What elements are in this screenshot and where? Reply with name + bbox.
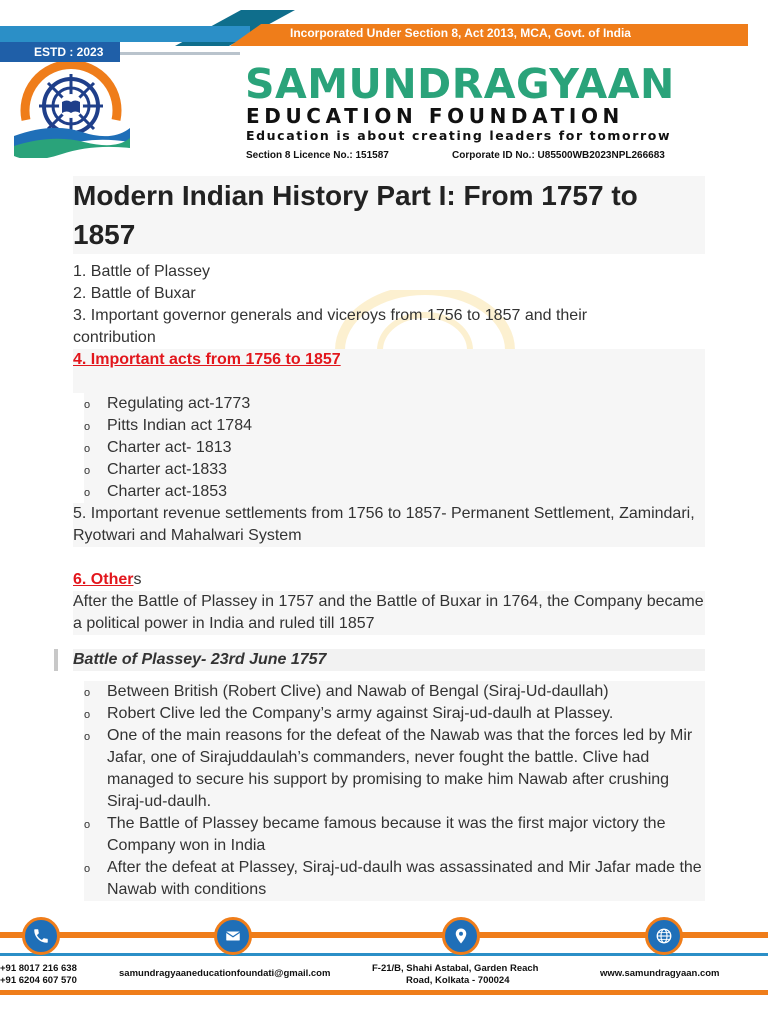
org-tagline: Education is about creating leaders for tomorrow: [246, 128, 672, 143]
globe-icon: [645, 917, 683, 955]
foundation-logo-icon: [12, 62, 132, 158]
header-blue-stripe: [0, 26, 250, 42]
plassey-list: [84, 681, 705, 901]
footer-blue-line: [0, 953, 768, 956]
corporate-id: Corporate ID No.: U85500WB2023NPL266683: [452, 150, 665, 161]
toc-item: 3. Important governor generals and viceroys from 1756 to 1857 and their contribution: [73, 307, 588, 346]
subheading-bar: [54, 649, 58, 671]
revenue-settlements: 5. Important revenue settlements from 1756 to 1857- Permanent Settlement, Zamindari, Ryotwari and Mahalwari System: [73, 503, 705, 547]
toc-item: 2. Battle of Buxar: [73, 285, 196, 302]
list-item: o Robert Clive led the Company’s army against Siraj-ud-daulh at Plassey.: [84, 703, 705, 725]
page-title: Modern Indian History Part I: From 1757 to 1857: [73, 176, 705, 254]
acts-list: [84, 393, 705, 503]
others-heading-row: [73, 569, 141, 591]
website-url: www.samundragyaan.com: [600, 968, 720, 979]
phone-number-2: +91 6204 607 570: [0, 975, 77, 986]
list-item: o Charter act- 1813: [84, 437, 705, 459]
others-heading-tail: s: [133, 571, 142, 588]
list-item: o Between British (Robert Clive) and Nawab of Bengal (Siraj-Ud-daullah): [84, 681, 705, 703]
acts-heading: 4. Important acts from 1756 to 1857: [73, 351, 341, 368]
email-address: samundragyaaneducationfoundati@gmail.com: [119, 968, 331, 979]
toc-item: 1. Battle of Plassey: [73, 263, 210, 280]
list-item: o One of the main reasons for the defeat of the Nawab was that the forces led by Mir Jafar, one of Sirajuddaulah’s commanders, never fought the battle. Clive had managed to secure his support by promising to make him Nawab after crushing Siraj-ud-daulh.: [84, 725, 705, 813]
incorporation-text: Incorporated Under Section 8, Act 2013, MCA, Govt. of India: [290, 26, 631, 40]
address-line-1: F-21/B, Shahi Astabal, Garden Reach: [372, 963, 539, 974]
others-heading: 6. Other: [73, 571, 134, 588]
intro-paragraph: After the Battle of Plassey in 1757 and the Battle of Buxar in 1764, the Company became a political power in India and ruled till 1857: [73, 591, 705, 635]
list-item: o Charter act-1853: [84, 481, 705, 503]
org-subtitle: EDUCATION FOUNDATION: [246, 104, 624, 128]
list-item: o The Battle of Plassey became famous because it was the first major victory the Company won in India: [84, 813, 705, 857]
header-divider: [120, 52, 240, 55]
plassey-heading: Battle of Plassey- 23rd June 1757: [73, 649, 705, 671]
org-name: SAMUNDRAGYAAN: [245, 60, 675, 108]
footer-orange-line-bottom: [0, 990, 768, 995]
list-item: o After the defeat at Plassey, Siraj-ud-daulh was assassinated and Mir Jafar made the Nawab with conditions: [84, 857, 705, 901]
phone-icon: [22, 917, 60, 955]
address-line-2: Road, Kolkata - 700024: [406, 975, 510, 986]
location-pin-icon: [442, 917, 480, 955]
list-item: o Charter act-1833: [84, 459, 705, 481]
email-icon: [214, 917, 252, 955]
list-item: o Pitts Indian act 1784: [84, 415, 705, 437]
acts-heading-row: [73, 349, 705, 371]
licence-number: Section 8 Licence No.: 151587: [246, 150, 389, 161]
phone-number-1: +91 8017 216 638: [0, 963, 77, 974]
estd-badge: ESTD : 2023: [0, 42, 120, 62]
acts-spacer: [73, 371, 705, 393]
list-item: o Regulating act-1773: [84, 393, 705, 415]
